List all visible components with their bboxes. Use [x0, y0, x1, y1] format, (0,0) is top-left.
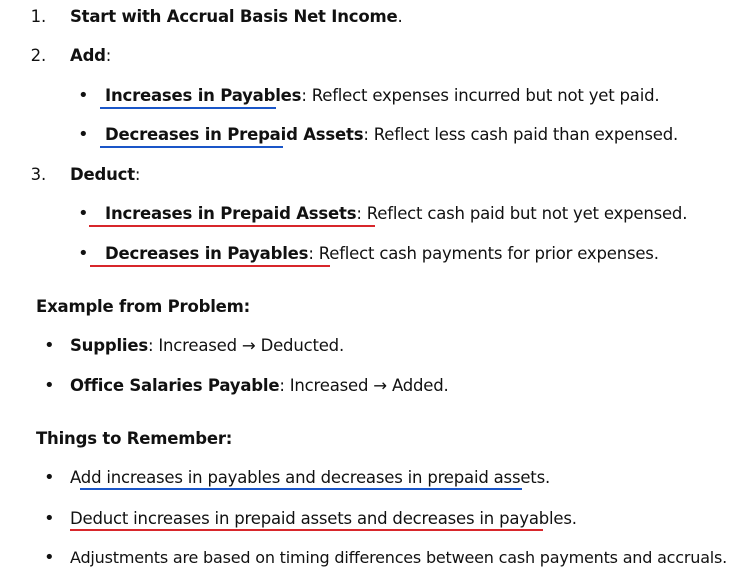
bullet-icon: • — [44, 375, 55, 396]
remember-item-text: Adjustments are based on timing differences between cash payments and accruals. — [70, 548, 728, 567]
add-item-term: Decreases in Prepaid Assets — [105, 125, 364, 144]
blue-underline-annotation — [80, 488, 522, 490]
deduct-item-description: : Reflect cash payments for prior expenses. — [308, 244, 659, 263]
bullet-icon: • — [78, 85, 89, 106]
blue-underline-annotation — [100, 146, 283, 148]
remember-heading: Things to Remember: — [36, 429, 233, 448]
example-item-description: : Increased → Added. — [279, 376, 449, 395]
red-underline-annotation — [70, 529, 543, 531]
bullet-icon: • — [78, 243, 89, 264]
add-item-description: : Reflect expenses incurred but not yet paid. — [301, 86, 660, 105]
example-heading: Example from Problem: — [36, 297, 251, 316]
example-item-term: Supplies — [70, 336, 148, 355]
blue-underline-annotation — [100, 107, 276, 109]
bullet-icon: • — [78, 124, 89, 145]
bullet-icon: • — [78, 203, 89, 224]
deduct-item-description: : Reflect cash paid but not yet expensed. — [356, 204, 688, 223]
red-underline-annotation — [90, 265, 330, 267]
remember-item-text: Add increases in payables and decreases in prepaid assets. — [70, 468, 551, 487]
deduct-item-term: Increases in Prepaid Assets — [105, 204, 357, 223]
step-3-suffix: : — [134, 165, 141, 184]
example-item-description: : Increased → Deducted. — [147, 336, 345, 355]
step-1-suffix: . — [397, 7, 403, 26]
deduct-item-term: Decreases in Payables — [105, 244, 309, 263]
add-item-term: Increases in Payables — [105, 86, 302, 105]
step-1-label: Start with Accrual Basis Net Income — [70, 7, 398, 26]
step-2-suffix: : — [105, 46, 112, 65]
example-item-term: Office Salaries Payable — [70, 376, 280, 395]
red-underline-annotation — [89, 225, 375, 227]
step-2-label: Add — [70, 46, 106, 65]
step-number: 1. — [30, 7, 46, 26]
step-3-label: Deduct — [70, 165, 135, 184]
add-item-description: : Reflect less cash paid than expensed. — [363, 125, 679, 144]
bullet-icon: • — [44, 547, 55, 568]
step-number: 3. — [30, 165, 46, 184]
bullet-icon: • — [44, 335, 55, 356]
bullet-icon: • — [44, 467, 55, 488]
bullet-icon: • — [44, 508, 55, 529]
remember-item-text: Deduct increases in prepaid assets and decreases in payables. — [70, 509, 577, 528]
step-number: 2. — [30, 46, 46, 65]
